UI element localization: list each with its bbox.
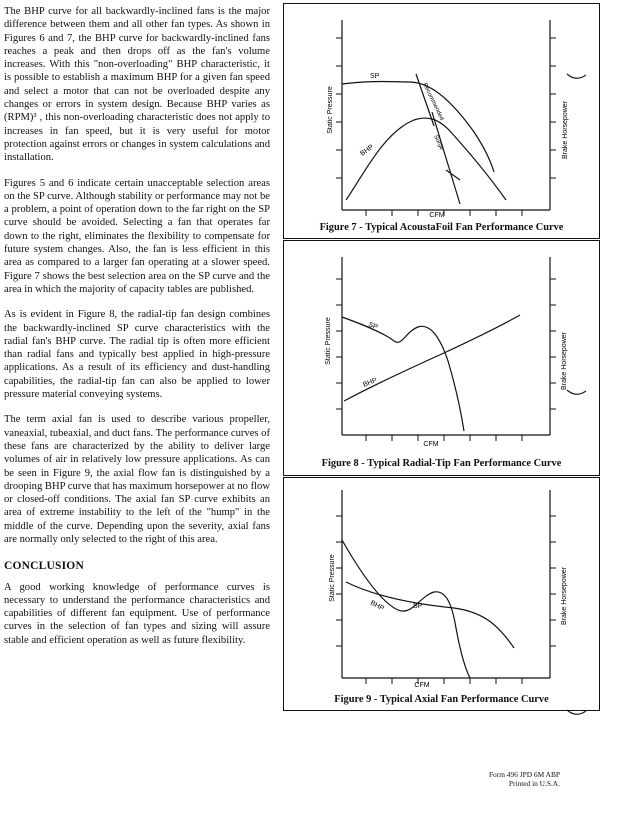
- sp-label: SP: [413, 603, 423, 610]
- sp-curve: [342, 317, 464, 431]
- bhp-curve: [346, 118, 506, 200]
- figure-9-plot: [284, 478, 601, 712]
- binder-hole-mark: [566, 388, 588, 400]
- surge-label: Surge: [432, 134, 445, 152]
- body-text-column: [4, 5, 270, 659]
- printed-in: Printed in U.S.A.: [508, 779, 560, 788]
- sp-label: SP: [370, 73, 380, 80]
- bhp-label: BHP: [362, 376, 379, 389]
- binder-hole-mark: [566, 72, 588, 84]
- figure-8-plot: [284, 241, 601, 477]
- x-axis-label: CFM: [429, 212, 445, 219]
- y-axis-right-label: Brake Horsepower: [561, 567, 568, 625]
- y-axis-left-label: Static Pressure: [329, 554, 336, 602]
- paragraph-bhp-curve: The BHP curve for all backwardly-inclined fans is the major difference between them and all other fan types. As shown in Figures 6 and 7, the BHP curve for backwardly-inclined fans reaches a peak and then drops off as the fan's volume increases. With this "non-overloading" BHP characteristic, it is possible to establish a maximum BHP for a given fan speed and select a motor that can not be overloaded despite any changes or errors in system design. Because BHP varies as (RPM)³ , this non-overloading characteristic does not apply to increases in fan speed, but it is very useful for motor protection against errors or changes in system calculations and installation.: [4, 6, 270, 164]
- figure-9-panel: [283, 477, 600, 711]
- y-axis-left-label: Static Pressure: [327, 86, 334, 134]
- bhp-label: BHP: [359, 143, 376, 158]
- y-axis-right-label: Brake Horsepower: [561, 332, 568, 390]
- sp-curve: [342, 540, 470, 678]
- bhp-label: BHP: [369, 599, 386, 613]
- form-footer: [470, 770, 560, 788]
- y-axis-right-label: Brake Horsepower: [562, 101, 569, 159]
- figure-8-panel: [283, 240, 600, 476]
- x-axis-label: CFM: [414, 682, 430, 689]
- paragraph-axial-fan: The term axial fan is used to describe various propeller, vaneaxial, tubeaxial, and duct fans. The performance curves of these fans are characterized by the ability to deliver large volumes of air in relatively low pressure applications. As can be seen in Figure 9, the axial flow fan is distinguished by a drooping BHP curve that has maximum horsepower at no flow or closed-off conditions. The axial fan SP curve exhibits an area of extreme instability to the left of the "hump" in the middle of the curve. Depending upon the severity, axial fans are normally only selected to the right of this area.: [4, 414, 271, 545]
- x-axis-label: CFM: [423, 441, 439, 448]
- sp-curve: [342, 82, 494, 173]
- recommended-label: Recommended: [421, 82, 445, 122]
- curve-tick: [446, 170, 460, 180]
- sp-label: SP: [367, 321, 379, 332]
- paragraph-radial-tip: As is evident in Figure 8, the radial-tip fan design combines the backwardly-inclined SP curve characteristics with the radial fan's BHP curve. The radial tip is often more efficient than radial fans and typically best applied in high-pressure applications. As a result of its efficiency and dust-handling capabilities, the radial-tip fan can also be applied to lower pressure material conveying systems.: [4, 309, 270, 401]
- figure-7-panel: [283, 3, 600, 239]
- form-number: Form 496 JPD 6M ABP: [488, 770, 560, 779]
- conclusion-heading: CONCLUSION: [4, 560, 84, 573]
- figure-8-caption: Figure 8 - Typical Radial-Tip Fan Performance Curve: [321, 458, 562, 469]
- bhp-curve: [346, 582, 514, 648]
- figure-7-caption: Figure 7 - Typical AcoustaFoil Fan Performance Curve: [319, 222, 564, 233]
- paragraph-conclusion: A good working knowledge of performance curves is necessary to understand the performance characteristics and capabilities of different fan equipment. Use of performance curves in the selection of fan types and sizing will assure stable and efficient operation as well as future flexibility.: [4, 581, 270, 646]
- figure-7-plot: [284, 4, 601, 240]
- figure-9-caption: Figure 9 - Typical Axial Fan Performance Curve: [334, 694, 549, 705]
- surge-line: [432, 112, 460, 204]
- binder-hole-mark: [566, 708, 588, 720]
- paragraph-selection-areas: Figures 5 and 6 indicate certain unacceptable selection areas on the SP curve. Although stability or performance may not be a problem, a point of operation down to the far right on the SP curve should be avoided. Selecting a fan that operates far down to the right, eliminates the flexibility to compensate for future system changes. Also, the fan is less efficient in this area as compared to a larger fan operating at a slower speed. Figure 7 shows the best selection area on the SP curve and the area in which the majority of capacity tables are published.: [4, 177, 270, 295]
- y-axis-left-label: Static Pressure: [325, 317, 332, 365]
